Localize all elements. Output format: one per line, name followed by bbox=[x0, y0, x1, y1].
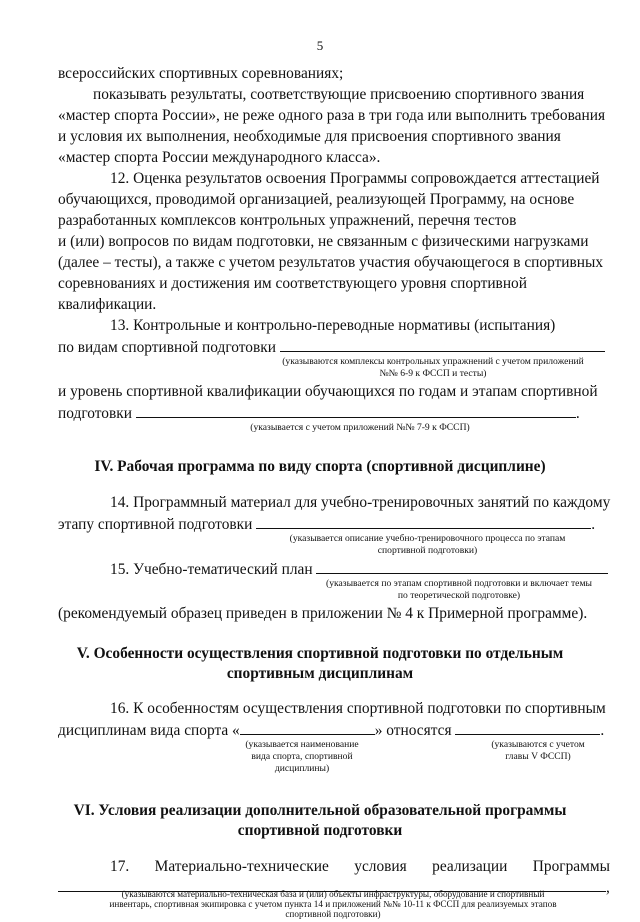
text-line: показывать результаты, соответствующие присвоению спортивного звания bbox=[93, 86, 585, 103]
text-line: дисциплинам вида спорта « » относятся . bbox=[58, 722, 605, 739]
fill-in-line bbox=[240, 721, 375, 735]
footnote-caption: дисциплины) bbox=[274, 763, 330, 774]
text-line: по видам спортивной подготовки bbox=[58, 338, 605, 357]
text-line: этапу спортивной подготовки . bbox=[58, 516, 596, 533]
footnote-caption: (указывается наименование bbox=[245, 739, 359, 750]
paragraph-12: 12. Оценка результатов освоения Программы сопровождается аттестацией bbox=[110, 170, 600, 187]
section-heading-vi: VI. Условия реализации дополнительной образовательной программы bbox=[73, 802, 567, 819]
footnote-caption: по теоретической подготовке) bbox=[397, 590, 521, 601]
text-line: и (или) вопросов по видам подготовки, не связанным с физическими нагрузками bbox=[58, 233, 589, 250]
fill-in-line bbox=[280, 338, 605, 352]
paragraph-13: 13. Контрольные и контрольно-переводные нормативы (испытания) bbox=[110, 317, 556, 334]
footnote-caption: главы V ФССП) bbox=[505, 751, 571, 762]
paragraph-17: 17. Материально-технические условия реализации Программы bbox=[110, 858, 610, 875]
text-line: разработанных комплексов контрольных упражнений, перечня тестов bbox=[58, 212, 517, 229]
footnote-caption: №№ 6-9 к ФССП и тесты) bbox=[379, 368, 487, 379]
footnote-caption: (указываются с учетом bbox=[491, 739, 585, 750]
footnote-caption: (указывается по этапам спортивной подготовки и включает темы bbox=[326, 578, 592, 589]
footnote-caption: (указываются комплексы контрольных упражнений с учетом приложений bbox=[282, 356, 584, 367]
section-heading-v-line2: спортивным дисциплинам bbox=[226, 665, 414, 682]
footnote-caption: (указывается с учетом приложений №№ 7-9 к ФССП) bbox=[250, 422, 470, 433]
fill-in-line bbox=[256, 515, 591, 529]
text-line: (далее – тесты), а также с учетом результатов участия обучающегося в спортивных bbox=[58, 254, 604, 271]
footnote-caption: вида спорта, спортивной bbox=[251, 751, 353, 762]
text-line: (рекомендуемый образец приведен в приложении № 4 к Примерной программе). bbox=[58, 605, 588, 622]
paragraph-14: 14. Программный материал для учебно-тренировочных занятий по каждому bbox=[110, 494, 611, 511]
paragraph-16: 16. К особенностям осуществления спортивной подготовки по спортивным bbox=[110, 700, 606, 717]
footnote-caption: (указывается описание учебно-тренировочного процесса по этапам bbox=[289, 533, 566, 544]
section-heading-v: V. Особенности осуществления спортивной подготовки по отдельным bbox=[76, 645, 564, 662]
text-line: «мастер спорта России международного класса». bbox=[58, 149, 381, 166]
text-line: и условия их выполнения, необходимые для присвоения спортивного звания bbox=[58, 128, 561, 145]
text-line: «мастер спорта России», не реже одного раза в три года или выполнить требования bbox=[58, 107, 606, 124]
footnote-caption: (указываются материально-техническая база и (или) объекты инфраструктуры, оборудование и спортивный bbox=[121, 889, 545, 899]
fill-in-line bbox=[136, 404, 576, 418]
section-heading-vi-line2: спортивной подготовки bbox=[237, 822, 403, 839]
footnote-caption: спортивной подготовки) bbox=[377, 545, 478, 556]
footnote-caption: инвентарь, спортивная экипировка с учетом пункта 14 и приложений №№ 10-11 к ФССП для реализуемых этапов bbox=[109, 899, 557, 909]
fill-in-line bbox=[455, 721, 600, 735]
fill-in-line bbox=[316, 560, 608, 574]
text-line: обучающихся, проводимой организацией, реализующей Программу, на основе bbox=[58, 191, 575, 208]
text-line: , bbox=[58, 878, 610, 897]
page-number: 5 bbox=[316, 38, 324, 53]
text-line: квалификации. bbox=[58, 296, 157, 313]
text-line: подготовки . bbox=[58, 405, 580, 422]
text-line: и уровень спортивной квалификации обучающихся по годам и этапам спортивной bbox=[58, 383, 598, 400]
paragraph-15: 15. Учебно-тематический план bbox=[110, 560, 608, 579]
text-line: всероссийских спортивных соревнованиях; bbox=[58, 65, 344, 82]
section-heading-iv: IV. Рабочая программа по виду спорта (спортивной дисциплине) bbox=[94, 458, 546, 475]
footnote-caption: спортивной подготовки) bbox=[285, 909, 381, 919]
text-line: соревнованиях и достижения им соответствующего уровня спортивной bbox=[58, 275, 527, 292]
